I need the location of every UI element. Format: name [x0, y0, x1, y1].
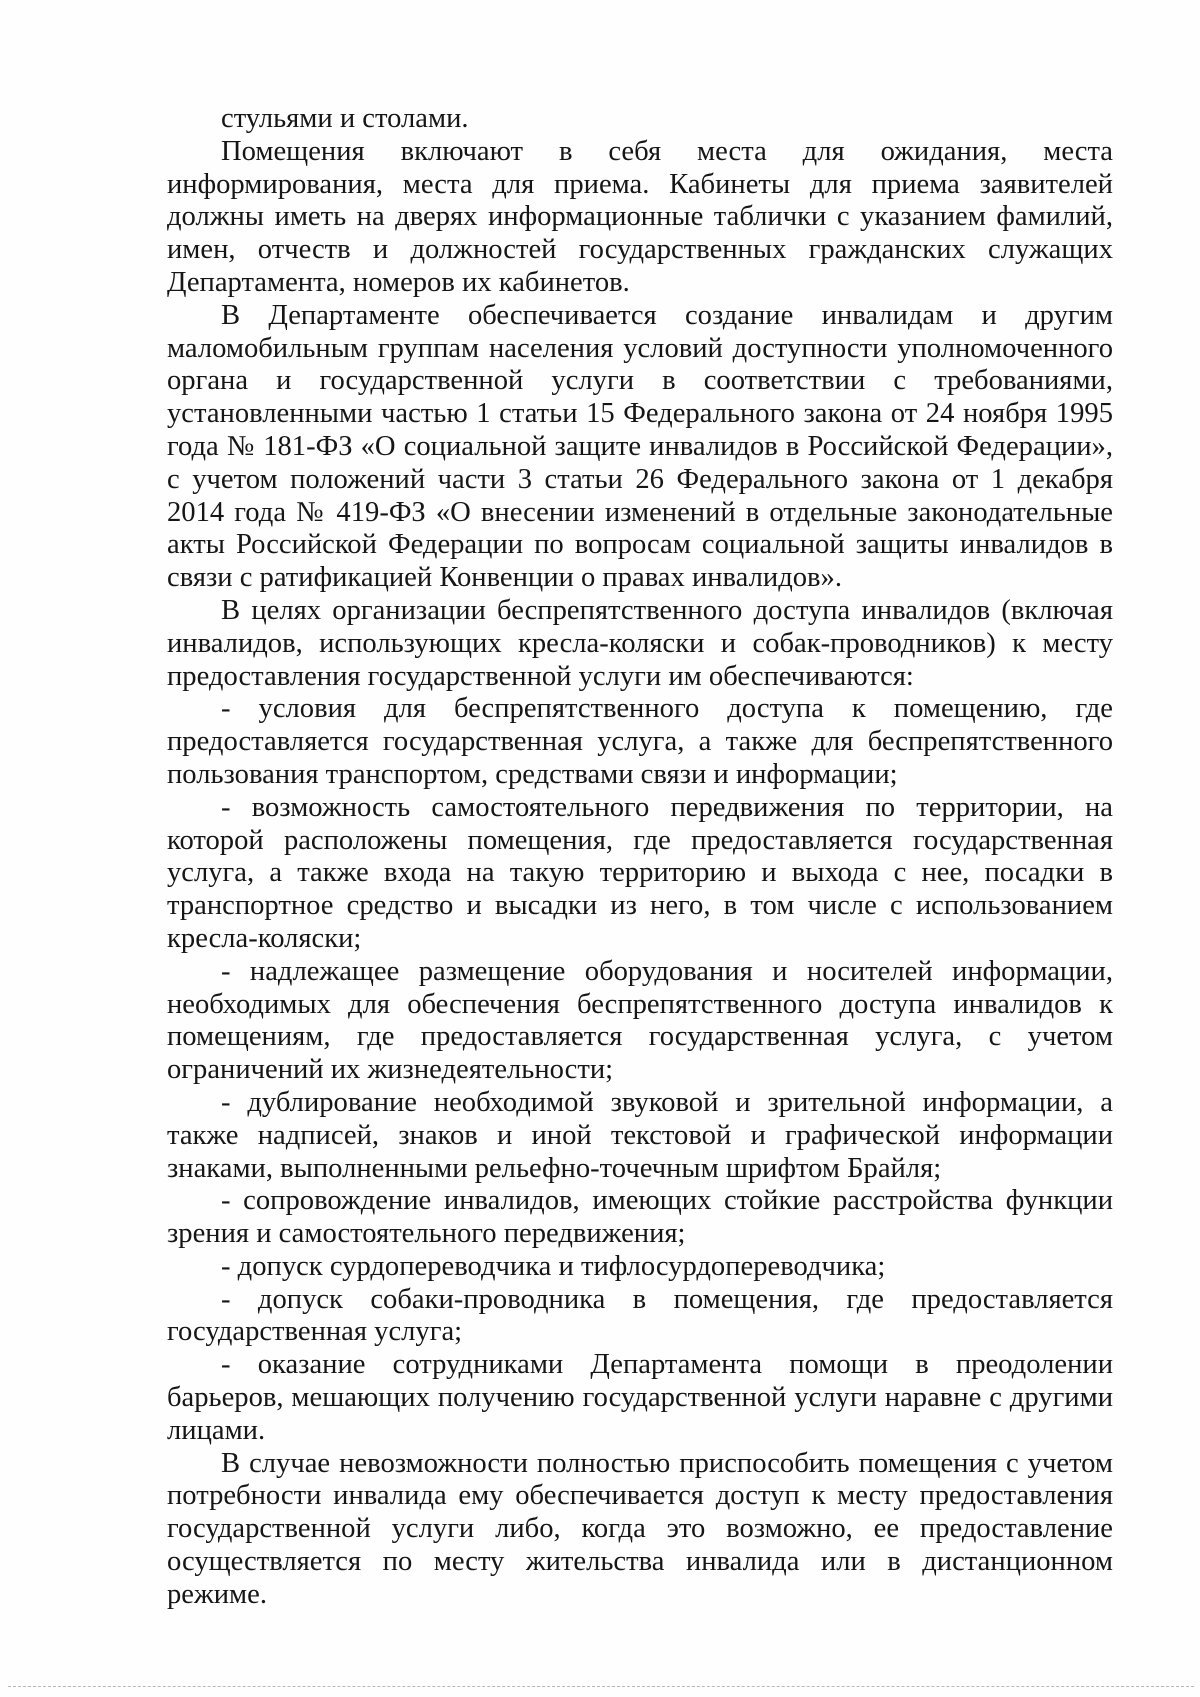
list-item-staff-assistance: - оказание сотрудниками Департамента помощи в преодолении барьеров, мешающих получению государственной услуги наравне с другими лицами.	[167, 1349, 1113, 1446]
list-item-escort: - сопровождение инвалидов, имеющих стойкие расстройства функции зрения и самостоятельного передвижения;	[167, 1185, 1113, 1250]
document-body	[167, 103, 1113, 1612]
paragraph-access-provisions-intro: В целях организации беспрепятственного доступа инвалидов (включая инвалидов, использующих кресла-коляски и собак-проводников) к месту предоставления государственной услуги им обеспечиваются:	[167, 594, 1113, 692]
list-item-equipment-placement: - надлежащее размещение оборудования и носителей информации, необходимых для обеспечения беспрепятственного доступа инвалидов к помещениям, где предоставляется государственная услуга, с учетом ограничений их жизнедеятельности;	[167, 955, 1113, 1086]
list-item-independent-movement: - возможность самостоятельного передвижения по территории, на которой расположены помещения, где предоставляется государственная услуга, а также входа на такую территорию и выхода с нее, посадки в транспортное средство и высадки из него, в том числе с использованием кресла-коляски;	[167, 791, 1113, 954]
list-item-sign-interpreter: - допуск сурдопереводчика и тифлосурдопереводчика;	[221, 1250, 886, 1282]
list-item-braille-duplication: - дублирование необходимой звуковой и зрительной информации, а также надписей, знаков и иной текстовой и графической информации знаками, выполненными рельефно-точечным шрифтом Брайля;	[167, 1086, 1113, 1184]
list-item-guide-dog: - допуск собаки-проводника в помещения, где предоставляется государственная услуга;	[167, 1283, 1113, 1348]
paragraph-accessibility-law: В Департаменте обеспечивается создание инвалидам и другим маломобильным группам населения условий доступности уполномоченного органа и государственной услуги в соответствии с требованиями, установленными частью 1 статьи 15 Федерального закона от 24 ноября 1995 года № 181-ФЗ «О социальной защите инвалидов в Российской Федерации», с учетом положений части 3 статьи 26 Федерального закона от 1 декабря 2014 года № 419-ФЗ «О внесении изменений в отдельные законодательные акты Российской Федерации по вопросам социальной защиты инвалидов в связи с ратификацией Конвенции о правах инвалидов».	[167, 299, 1113, 594]
paragraph-continuation: стульями и столами.	[221, 103, 469, 134]
list-item-access-conditions: - условия для беспрепятственного доступа к помещению, где предоставляется государственная услуга, а также для беспрепятственного пользования транспортом, средствами связи и информации;	[167, 693, 1113, 790]
page-bottom-divider	[8, 1686, 1194, 1687]
paragraph-remote-service: В случае невозможности полностью приспособить помещения с учетом потребности инвалида ему обеспечивается доступ к месту предоставления государственной услуги либо, когда это возможно, ее предоставление осуществляется по месту жительства инвалида или в дистанционном режиме.	[167, 1447, 1113, 1610]
paragraph-premises: Помещения включают в себя места для ожидания, места информирования, места для приема. Кабинеты для приема заявителей должны иметь на дверях информационные таблички с указанием фамилий, имен, отчеств и должностей государственных гражданских служащих Департамента, номеров их кабинетов.	[167, 135, 1113, 298]
